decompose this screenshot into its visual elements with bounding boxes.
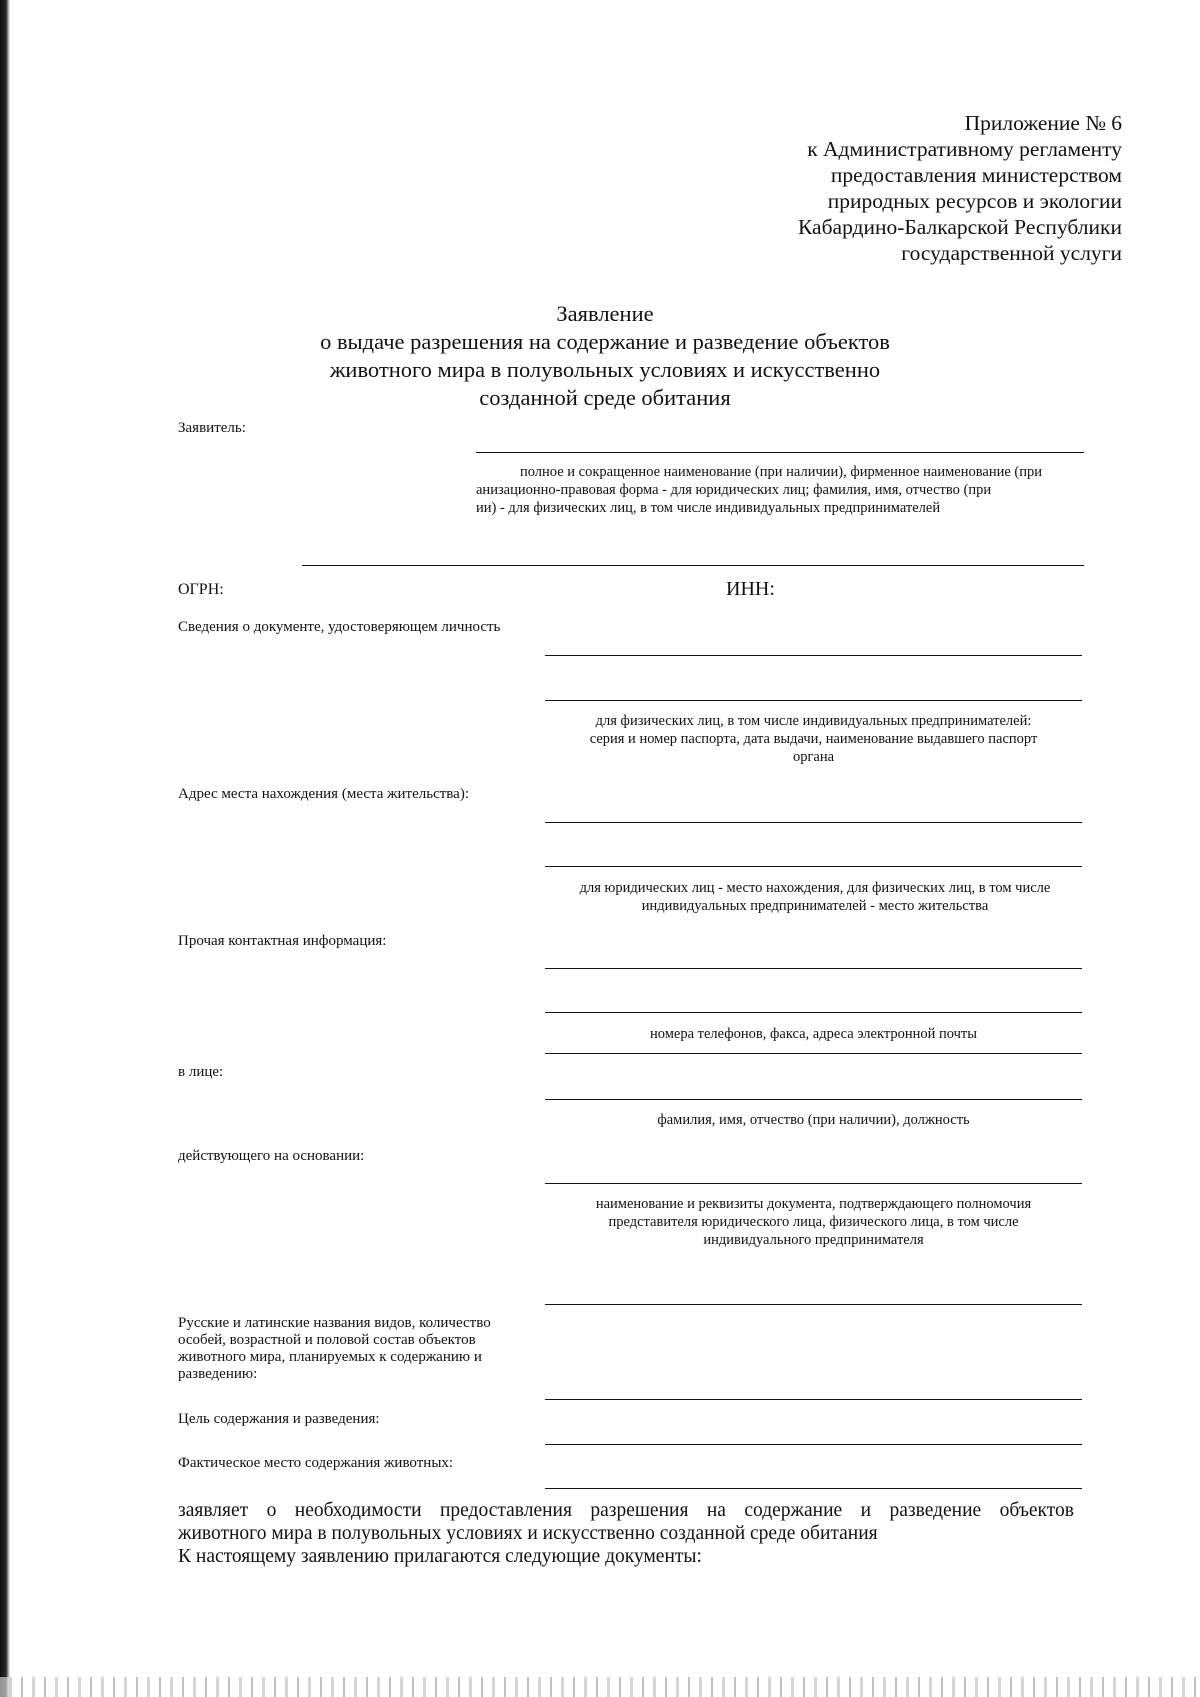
label-line: животного мира, планируемых к содержанию и — [178, 1349, 482, 1365]
caption-line: для физических лиц, в том числе индивидуальных предпринимателей: — [595, 713, 1032, 729]
header-line: природных ресурсов и экологии — [827, 189, 1122, 213]
identity-doc-caption — [545, 712, 1082, 766]
caption-line: органа — [792, 749, 835, 765]
statement-line-2: животного мира в полувольных условиях и искусственно созданной среде обитания — [178, 1523, 878, 1544]
represented-by-caption: фамилия, имя, отчество (при наличии), должность — [657, 1112, 970, 1128]
header-line: предоставления министерством — [830, 163, 1122, 187]
applicant-label: Заявитель: — [178, 420, 246, 436]
purpose-line[interactable] — [545, 1444, 1082, 1445]
appendix-header — [798, 110, 1122, 266]
contacts-caption: номера телефонов, факса, адреса электронной почты — [649, 1026, 978, 1042]
title-line: животного мира в полувольных условиях и искусственно — [329, 357, 881, 382]
address-label: Адрес места нахождения (места жительства): — [178, 786, 469, 802]
document-title — [300, 300, 910, 412]
address-caption — [540, 879, 1090, 915]
contacts-label: Прочая контактная информация: — [178, 933, 387, 949]
caption-line: анизационно-правовая форма - для юридических лиц; фамилия, имя, отчество (при — [476, 482, 992, 498]
title-line: созданной среде обитания — [479, 385, 731, 410]
header-line: Приложение № 6 — [964, 111, 1122, 135]
applicant-caption — [476, 463, 1086, 517]
location-label: Фактическое место содержания животных: — [178, 1455, 454, 1471]
represented-line-2[interactable] — [545, 1099, 1082, 1100]
label-line: особей, возрастной и половой состав объектов — [178, 1332, 476, 1348]
caption-line: для юридических лиц - место нахождения, для физических лиц, в том числе — [579, 880, 1051, 896]
inn-label: ИНН: — [726, 578, 775, 600]
represented-line-1[interactable] — [545, 1053, 1082, 1054]
identity-doc-line-1[interactable] — [545, 655, 1082, 656]
ogrn-label: ОГРН: — [178, 581, 224, 598]
acting-basis-label: действующего на основании: — [178, 1148, 365, 1164]
acting-basis-caption — [545, 1195, 1082, 1249]
caption-line: индивидуального предпринимателя — [703, 1232, 924, 1248]
caption-line: полное и сокращенное наименование (при наличии), фирменное наименование (при — [519, 464, 1043, 480]
title-line: о выдаче разрешения на содержание и разведение объектов — [320, 329, 890, 354]
identity-doc-line-2[interactable] — [545, 700, 1082, 701]
header-line: к Административному регламенту — [807, 137, 1122, 161]
statement-line-1: заявляет о необходимости предоставления разрешения на содержание и разведение объектов — [178, 1500, 1074, 1521]
header-line: государственной услуги — [901, 241, 1122, 265]
address-line-1[interactable] — [545, 822, 1082, 823]
species-label — [178, 1315, 491, 1383]
applicant-field-line[interactable] — [476, 452, 1084, 453]
caption-line: индивидуальных предпринимателей - место жительства — [641, 898, 989, 914]
identity-doc-label: Сведения о документе, удостоверяющем личность — [178, 619, 501, 635]
contacts-line-2[interactable] — [545, 1012, 1082, 1013]
applicant-second-line[interactable] — [302, 565, 1084, 566]
caption-line: наименование и реквизиты документа, подтверждающего полномочия — [595, 1196, 1032, 1212]
caption-line: серия и номер паспорта, дата выдачи, наименование выдавшего паспорт — [589, 731, 1038, 747]
location-line[interactable] — [545, 1488, 1082, 1489]
label-line: разведению: — [178, 1366, 258, 1382]
label-line: Русские и латинские названия видов, количество — [178, 1315, 491, 1331]
represented-by-label: в лице: — [178, 1064, 224, 1080]
species-line-1[interactable] — [545, 1304, 1082, 1305]
address-line-2[interactable] — [545, 866, 1082, 867]
caption-line: ии) - для физических лиц, в том числе индивидуальных предпринимателей — [476, 500, 941, 516]
caption-line: представителя юридического лица, физического лица, в том числе — [608, 1214, 1019, 1230]
purpose-label: Цель содержания и разведения: — [178, 1411, 380, 1427]
scan-bottom-edge — [0, 1677, 1200, 1697]
contacts-line-1[interactable] — [545, 968, 1082, 969]
scan-left-edge — [0, 0, 10, 1697]
acting-basis-line[interactable] — [545, 1183, 1082, 1184]
header-line: Кабардино-Балкарской Республики — [797, 215, 1122, 239]
statement-line-3: К настоящему заявлению прилагаются следующие документы: — [178, 1546, 702, 1567]
title-heading: Заявление — [556, 301, 654, 326]
species-line-2[interactable] — [545, 1399, 1082, 1400]
